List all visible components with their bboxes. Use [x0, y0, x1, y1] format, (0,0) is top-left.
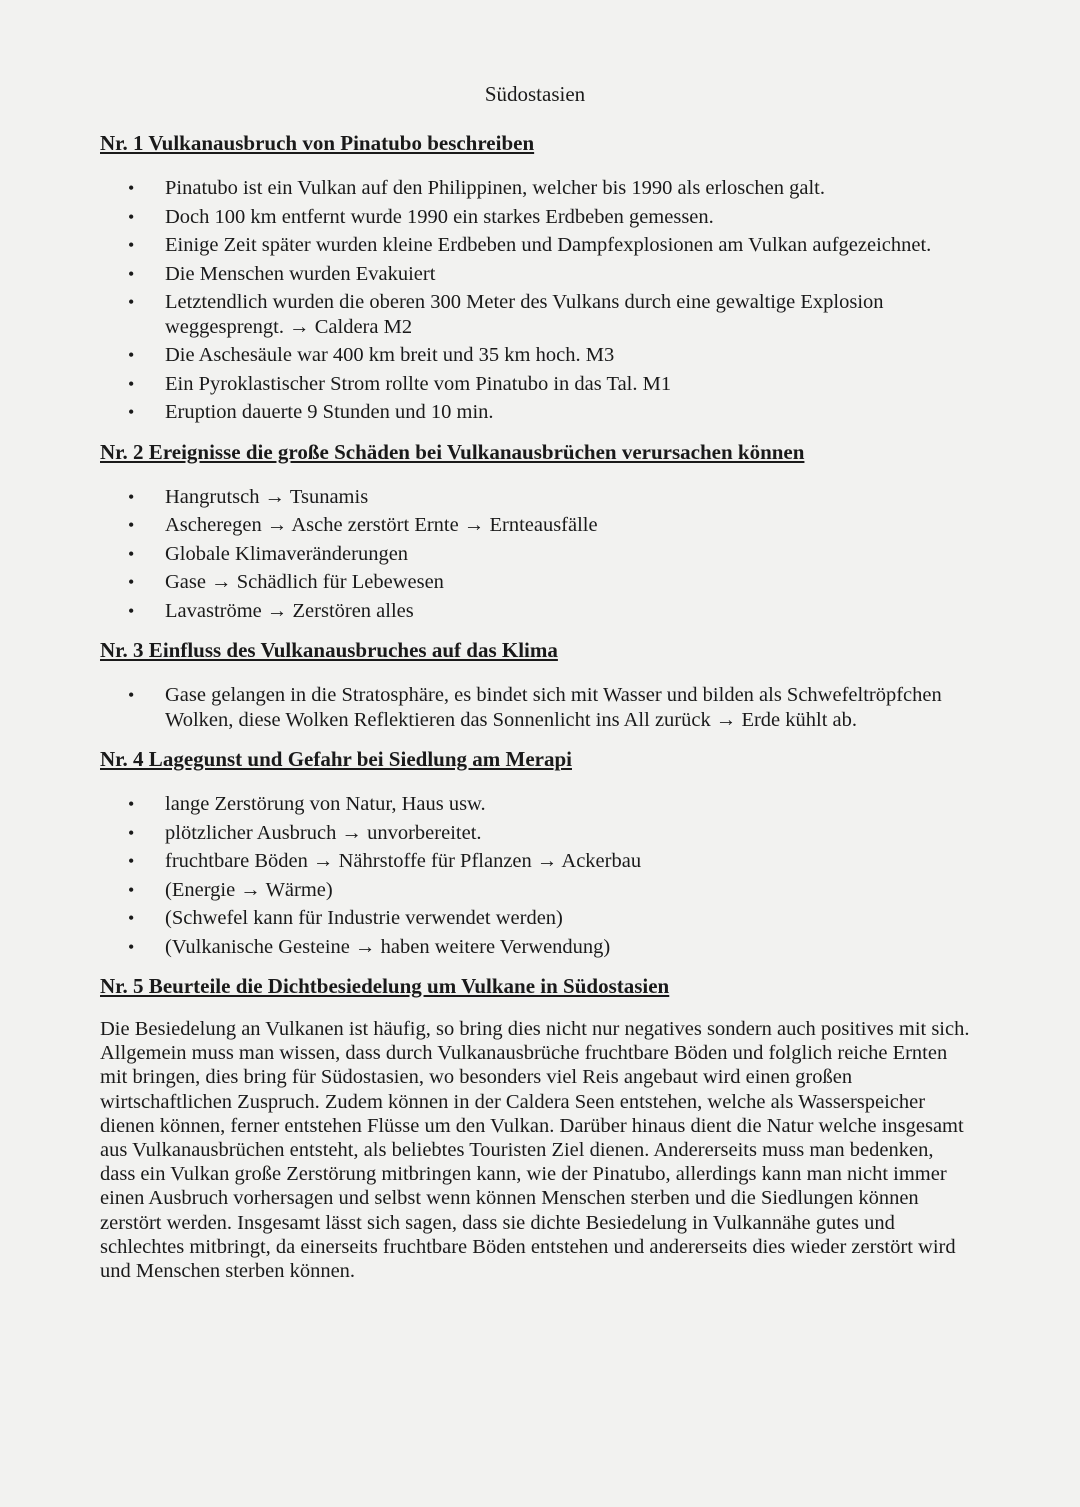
section-3	[100, 637, 970, 732]
list-item: • plötzlicher Ausbruch → unvorbereitet.	[100, 821, 970, 846]
section-3-heading: Nr. 3 Einfluss des Vulkanausbruches auf das Klima	[100, 638, 558, 662]
list-item: • Einige Zeit später wurden kleine Erdbeben und Dampfexplosionen am Vulkan aufgezeichnet.	[100, 233, 970, 258]
list-item: • Lavaströme → Zerstören alles	[100, 599, 970, 624]
section-2-heading: Nr. 2 Ereignisse die große Schäden bei Vulkanausbrüchen verursachen können	[100, 439, 805, 464]
section-5-heading: Nr. 5 Beurteile die Dichtbesiedelung um Vulkane in Südostasien	[100, 974, 670, 998]
list-item: • (Energie → Wärme)	[100, 878, 970, 903]
section-2-list	[100, 485, 970, 624]
list-item: • Doch 100 km entfernt wurde 1990 ein starkes Erdbeben gemessen.	[100, 205, 970, 230]
document-title: Südostasien	[484, 82, 586, 106]
section-3-list	[100, 683, 970, 732]
list-item: • Ein Pyroklastischer Strom rollte vom Pinatubo in das Tal. M1	[100, 372, 970, 397]
list-item: • Hangrutsch → Tsunamis	[100, 485, 970, 510]
list-item: • Eruption dauerte 9 Stunden und 10 min.	[100, 400, 970, 425]
section-4-list	[100, 792, 970, 959]
list-item: • Ascheregen → Asche zerstört Ernte → Ernteausfälle	[100, 513, 970, 538]
list-item: • Gase → Schädlich für Lebewesen	[100, 570, 970, 595]
list-item: • (Vulkanische Gesteine → haben weitere Verwendung)	[100, 935, 970, 960]
section-5-paragraph: Die Besiedelung an Vulkanen ist häufig, so bring dies nicht nur negatives sondern auch positives mit sich. Allgemein muss man wissen, dass durch Vulkanausbrüche fruchtbare Böden und folglich reiche Ernten mit bringen, dies bring für Südostasien, wo besonders viel Reis angebaut wird einen großen wirtschaftlichen Zuspruch. Zudem können in der Caldera Seen entstehen, welche als Wasserspeicher dienen können, ferner entstehen Flüsse um den Vulkan. Darüber hinaus dient die Natur welche insgesamt aus Vulkanausbrüchen entsteht, als beliebtes Touristen Ziel dienen. Andererseits muss man bedenken, dass ein Vulkan große Zerstörung mitbringen kann, wie der Pinatubo, allerdings kann man nicht immer einen Ausbruch vorhersagen und selbst wenn können Menschen sterben und die Siedlungen können zerstört werden. Insgesamt lässt sich sagen, dass sie dichte Besiedelung in Vulkannähe gutes und schlechtes mitbringt, da einerseits fruchtbare Böden entstehen und andererseits dies wieder zerstört wird und Menschen sterben können.	[100, 1018, 970, 1283]
list-item: • (Schwefel kann für Industrie verwendet werden)	[100, 906, 970, 931]
list-item: • Letztendlich wurden die oberen 300 Meter des Vulkans durch eine gewaltige Explosion weggesprengt. → Caldera M2	[100, 290, 970, 339]
list-item: • Globale Klimaveränderungen	[100, 542, 970, 567]
section-1-heading: Nr. 1 Vulkanausbruch von Pinatubo beschreiben	[100, 131, 535, 155]
list-item: • lange Zerstörung von Natur, Haus usw.	[100, 792, 970, 817]
list-item: • fruchtbare Böden → Nährstoffe für Pflanzen → Ackerbau	[100, 849, 970, 874]
list-item: • Pinatubo ist ein Vulkan auf den Philippinen, welcher bis 1990 als erloschen galt.	[100, 176, 970, 201]
list-item: • Die Aschesäule war 400 km breit und 35 km hoch. M3	[100, 343, 970, 368]
list-item: • Gase gelangen in die Stratosphäre, es bindet sich mit Wasser und bilden als Schwefeltröpfchen Wolken, diese Wolken Reflektieren das Sonnenlicht ins All zurück → Erde kühlt ab.	[100, 683, 970, 732]
list-item: • Die Menschen wurden Evakuiert	[100, 262, 970, 287]
section-4-heading: Nr. 4 Lagegunst und Gefahr bei Siedlung am Merapi	[100, 747, 572, 771]
section-2	[100, 439, 970, 624]
section-1-list	[100, 176, 970, 425]
section-4	[100, 746, 970, 959]
section-5	[100, 973, 970, 1283]
section-1	[100, 130, 970, 425]
